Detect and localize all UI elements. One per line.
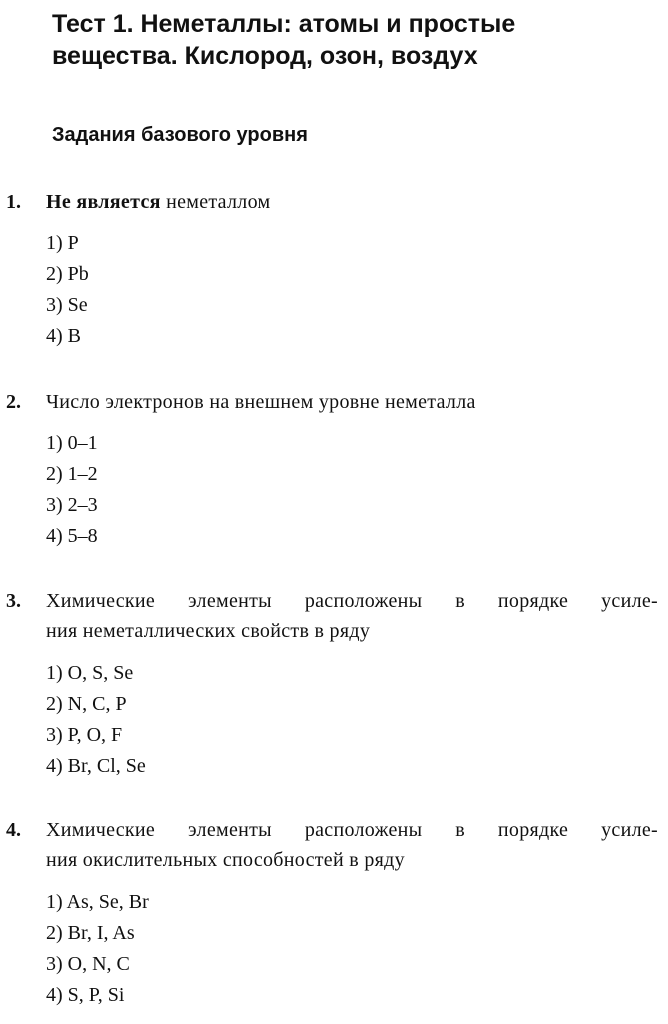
question-text [46,815,658,875]
answer-option[interactable]: 1) As, Se, Br [46,891,149,913]
question-text-line-1: Химические элементы расположены в порядке усиле- [46,590,658,612]
question-text [46,187,658,217]
question-number: 4. [6,819,21,841]
answer-options [46,228,89,352]
question-text-line-2: ния окислительных способностей в ряду [46,849,405,871]
question-number: 2. [6,391,21,413]
answer-option[interactable]: 1) O, S, Se [46,662,134,684]
answer-option[interactable]: 4) S, P, Si [46,984,125,1006]
answer-option[interactable]: 3) O, N, C [46,953,130,975]
answer-options [46,658,146,782]
question-text-emphasis: Не является [46,191,161,213]
section-title: Задания базового уровня [52,124,308,146]
test-title [52,8,652,72]
answer-option[interactable]: 2) N, C, P [46,693,127,715]
question-number: 3. [6,590,21,612]
question-text-rest: неметаллом [160,191,271,213]
answer-option[interactable]: 3) P, O, F [46,724,123,746]
answer-option[interactable]: 3) Se [46,294,88,316]
answer-option[interactable]: 4) B [46,325,81,347]
answer-option[interactable]: 2) Pb [46,263,89,285]
answer-option[interactable]: 4) Br, Cl, Se [46,755,146,777]
answer-option[interactable]: 1) 0–1 [46,432,98,454]
answer-option[interactable]: 2) 1–2 [46,463,98,485]
test-title-line-2: вещества. Кислород, озон, воздух [52,42,478,70]
question-text-line-1: Химические элементы расположены в порядке усиле- [46,819,658,841]
question-number: 1. [6,191,21,213]
answer-option[interactable]: 4) 5–8 [46,525,98,547]
question-text [46,586,658,646]
answer-option[interactable]: 2) Br, I, As [46,922,135,944]
answer-options [46,887,149,1011]
question-text-line-2: ния неметаллических свойств в ряду [46,620,371,642]
answer-option[interactable]: 3) 2–3 [46,494,98,516]
test-title-line-1: Тест 1. Неметаллы: атомы и простые [52,10,516,38]
answer-options [46,428,98,552]
question-text: Число электронов на внешнем уровне неметалла [46,391,476,413]
answer-option[interactable]: 1) P [46,232,79,254]
